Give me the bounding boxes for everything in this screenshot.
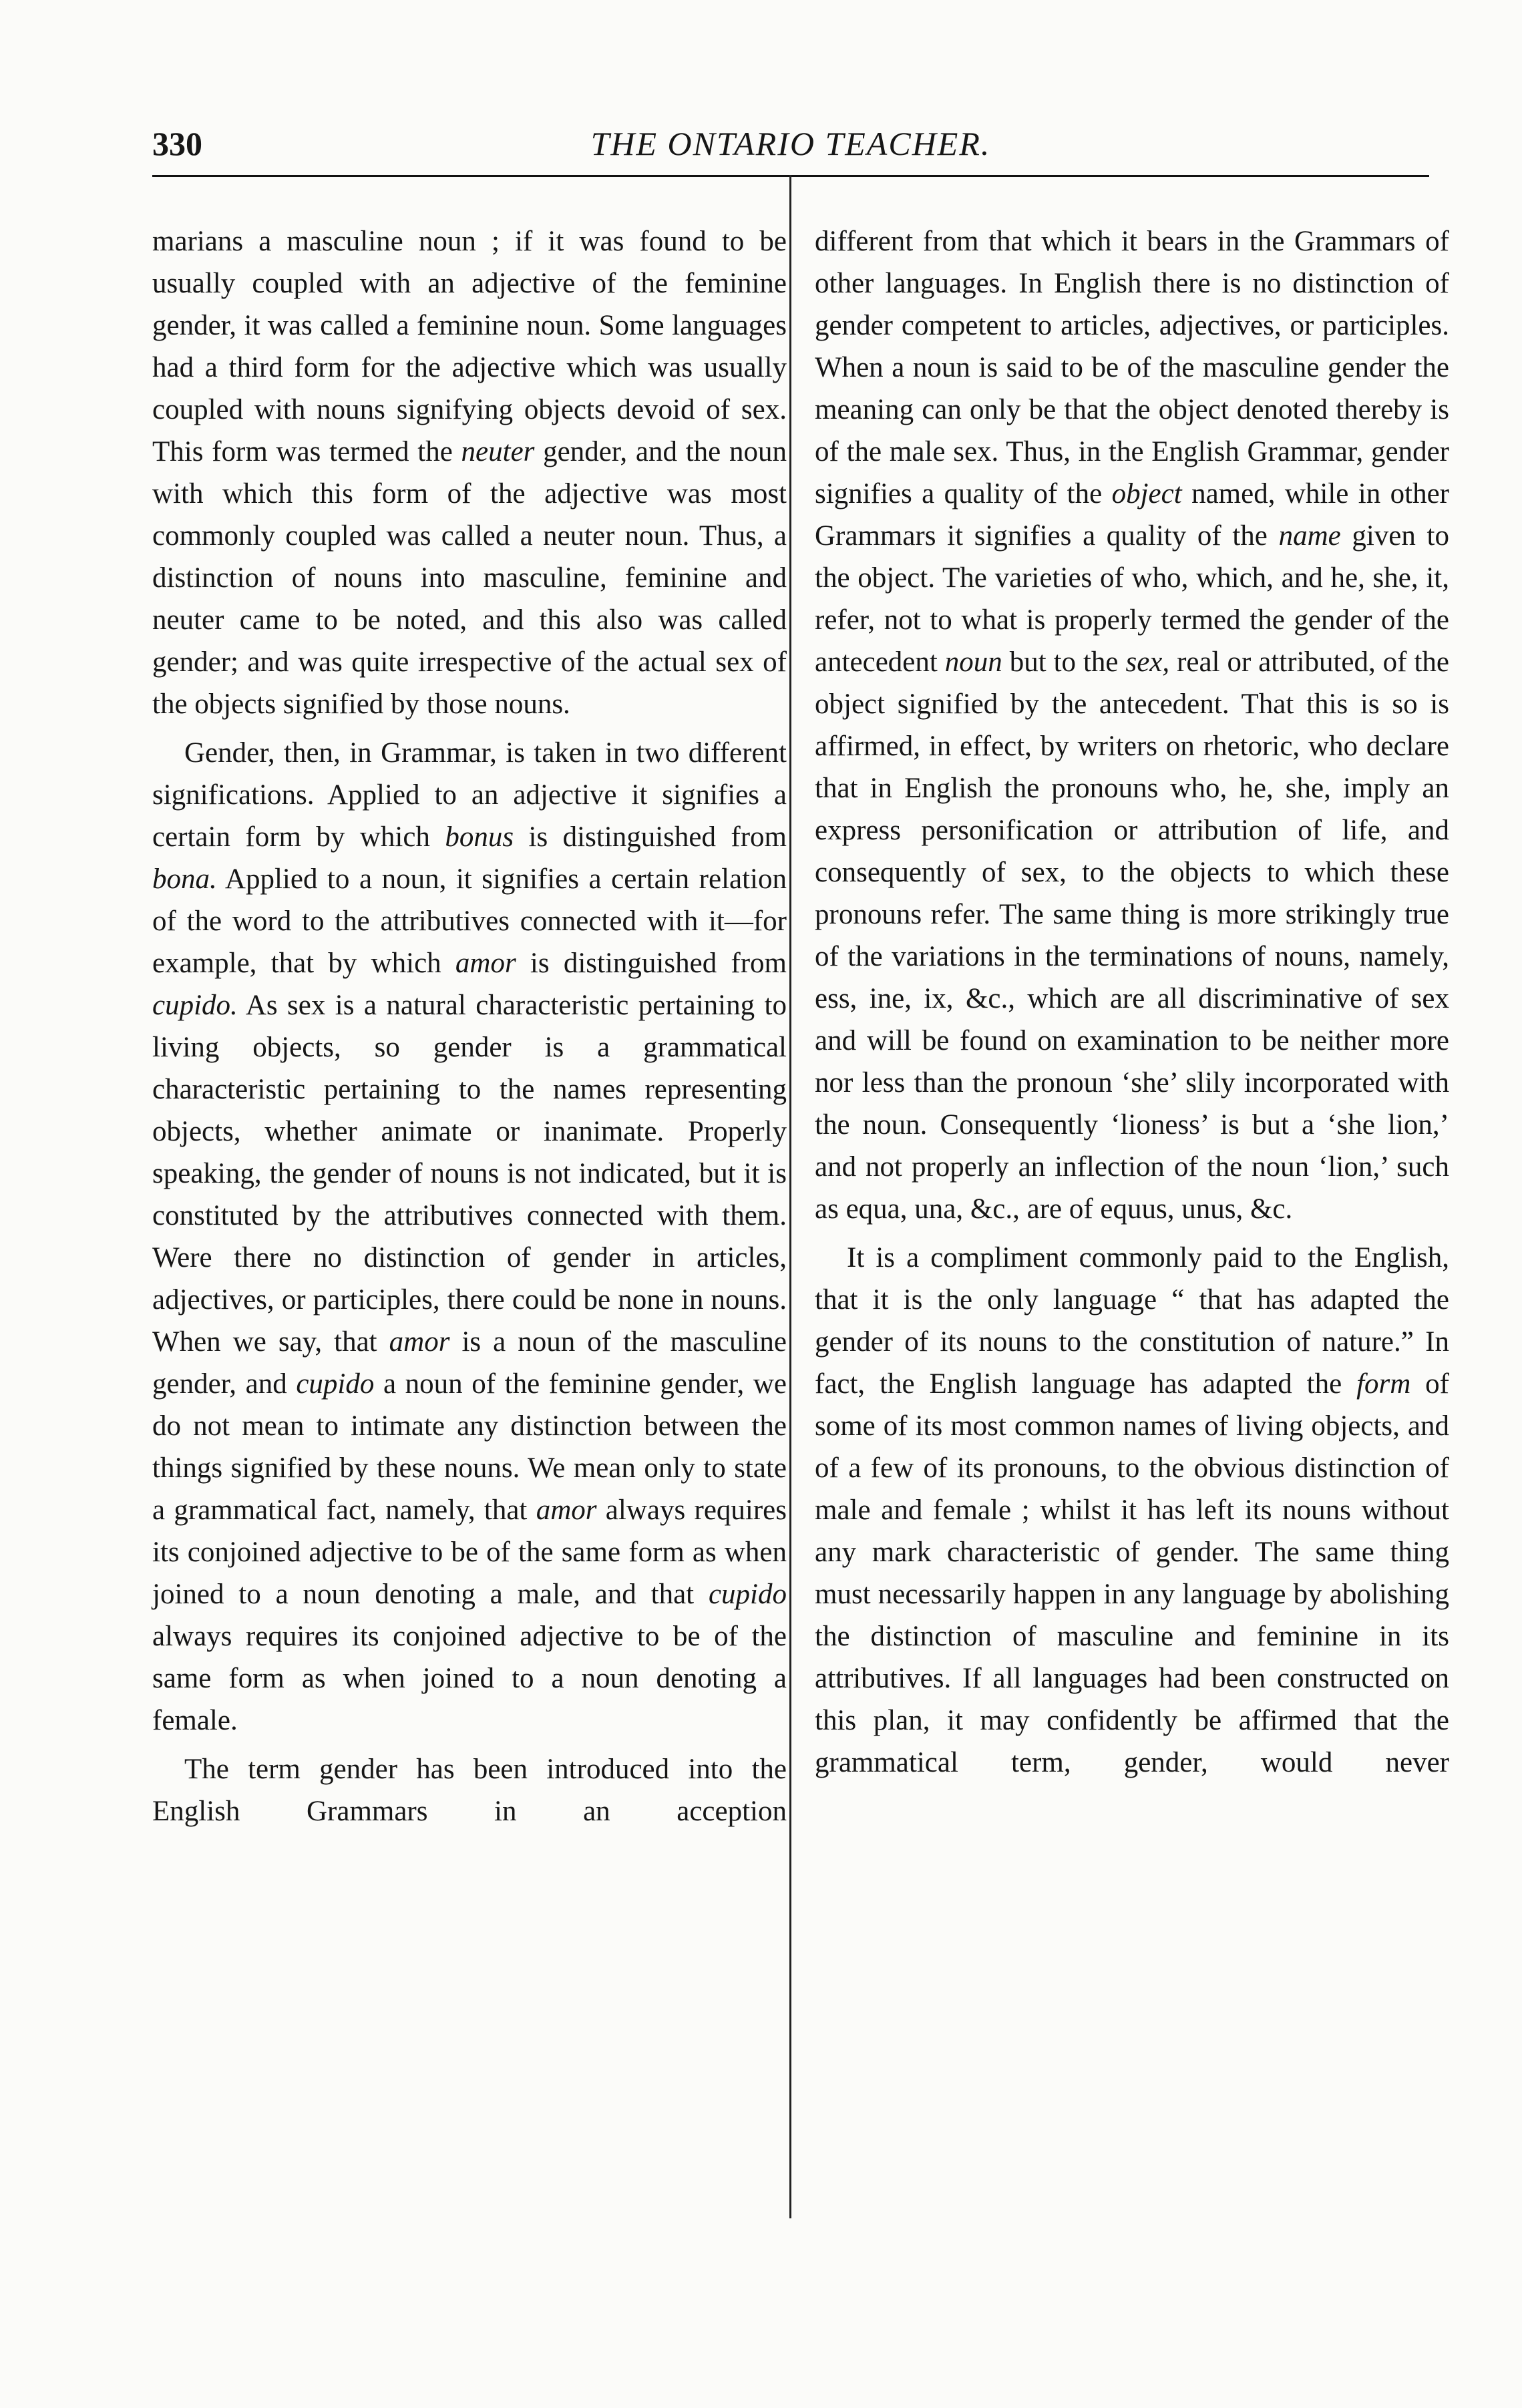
left-paragraph-2: Gender, then, in Grammar, is taken in two different significations. Applied to an adjective it signifies a certain form by which bonus is distinguished from bona. Applied to a noun, it signifies a certain relation of the word to the attributives connected with it—for example, that by which amor is distinguished from cupido. As sex is a natural characteristic pertaining to living objects, so gender is a grammatical characteristic pertaining to the names representing objects, whether animate or inanimate. Properly speaking, the gender of nouns is not indicated, but it is constituted by the attributives connected with them. Were there no distinction of gender in articles, adjectives, or participles, there could be none in nouns. When we say, that amor is a noun of the masculine gender, and cupido a noun of the feminine gender, we do not mean to intimate any distinction between the things signified by these nouns. We mean only to state a grammatical fact, namely, that amor always requires its conjoined adjective to be of the same form as when joined to a noun denoting a male, and that cupido always requires its conjoined adjective to be of the same form as when joined to a noun denoting a female. — [152, 737, 787, 1736]
running-title: THE ONTARIO TEACHER. — [590, 125, 991, 162]
left-column — [152, 220, 787, 1839]
page-header — [152, 120, 1429, 167]
page-number: 330 — [152, 125, 202, 162]
right-paragraph-2: It is a compliment commonly paid to the English, that it is the only language “ that has adapted the gender of its nouns to the constitution of nature.” In fact, the English language has adapted the form of some of its most common names of living objects, and of a few of its pronouns, to the obvious distinction of male and female ; whilst it has left its nouns without any mark characteristic of gender. The same thing must necessarily happen in any language by abolishing the distinction of masculine and feminine in its attributives. If all languages had been constructed on this plan, it may confidently be affirmed that the grammatical term, gender, would never — [815, 1242, 1449, 1778]
right-paragraph-1: different from that which it bears in the Grammars of other languages. In English there is no distinction of gender competent to articles, adjectives, or participles. When a noun is said to be of the masculine gender the meaning can only be that the object denoted thereby is of the male sex. Thus, in the English Grammar, gender signifies a quality of the object named, while in other Grammars it signifies a quality of the name given to the object. The varieties of who, which, and he, she, it, refer, not to what is properly termed the gender of the antecedent noun but to the sex, real or attributed, of the object signified by the antecedent. That this is so is affirmed, in effect, by writers on rhetoric, who declare that in English the pronouns who, he, she, imply an express personification or attribution of life, and consequently of sex, to the objects to which these pronouns refer. The same thing is more strikingly true of the variations in the terminations of nouns, namely, ess, ine, ix, &c., which are all discriminative of sex and will be found on examination to be neither more nor less than the pronoun ‘she’ slily incorporated with the noun. Consequently ‘lioness’ is but a ‘she lion,’ and not properly an inflection of the noun ‘lion,’ such as equa, una, &c., are of equus, unus, &c. — [815, 226, 1450, 1225]
left-paragraph-3: The term gender has been introduced into the English Grammars in an acception — [152, 1754, 787, 1827]
column-divider — [789, 175, 791, 2218]
left-paragraph-1: marians a masculine noun ; if it was found to be usually coupled with an adjective of the feminine gender, it was called a feminine noun. Some languages had a third form for the adjective which was usually coupled with nouns signifying objects devoid of sex. This form was termed the neuter gender, and the noun with which this form of the adjective was most commonly coupled was called a neuter noun. Thus, a distinction of nouns into masculine, feminine and neuter came to be noted, and this also was called gender; and was quite irrespective of the actual sex of the objects signified by those nouns. — [152, 226, 787, 720]
right-column — [815, 220, 1449, 1790]
